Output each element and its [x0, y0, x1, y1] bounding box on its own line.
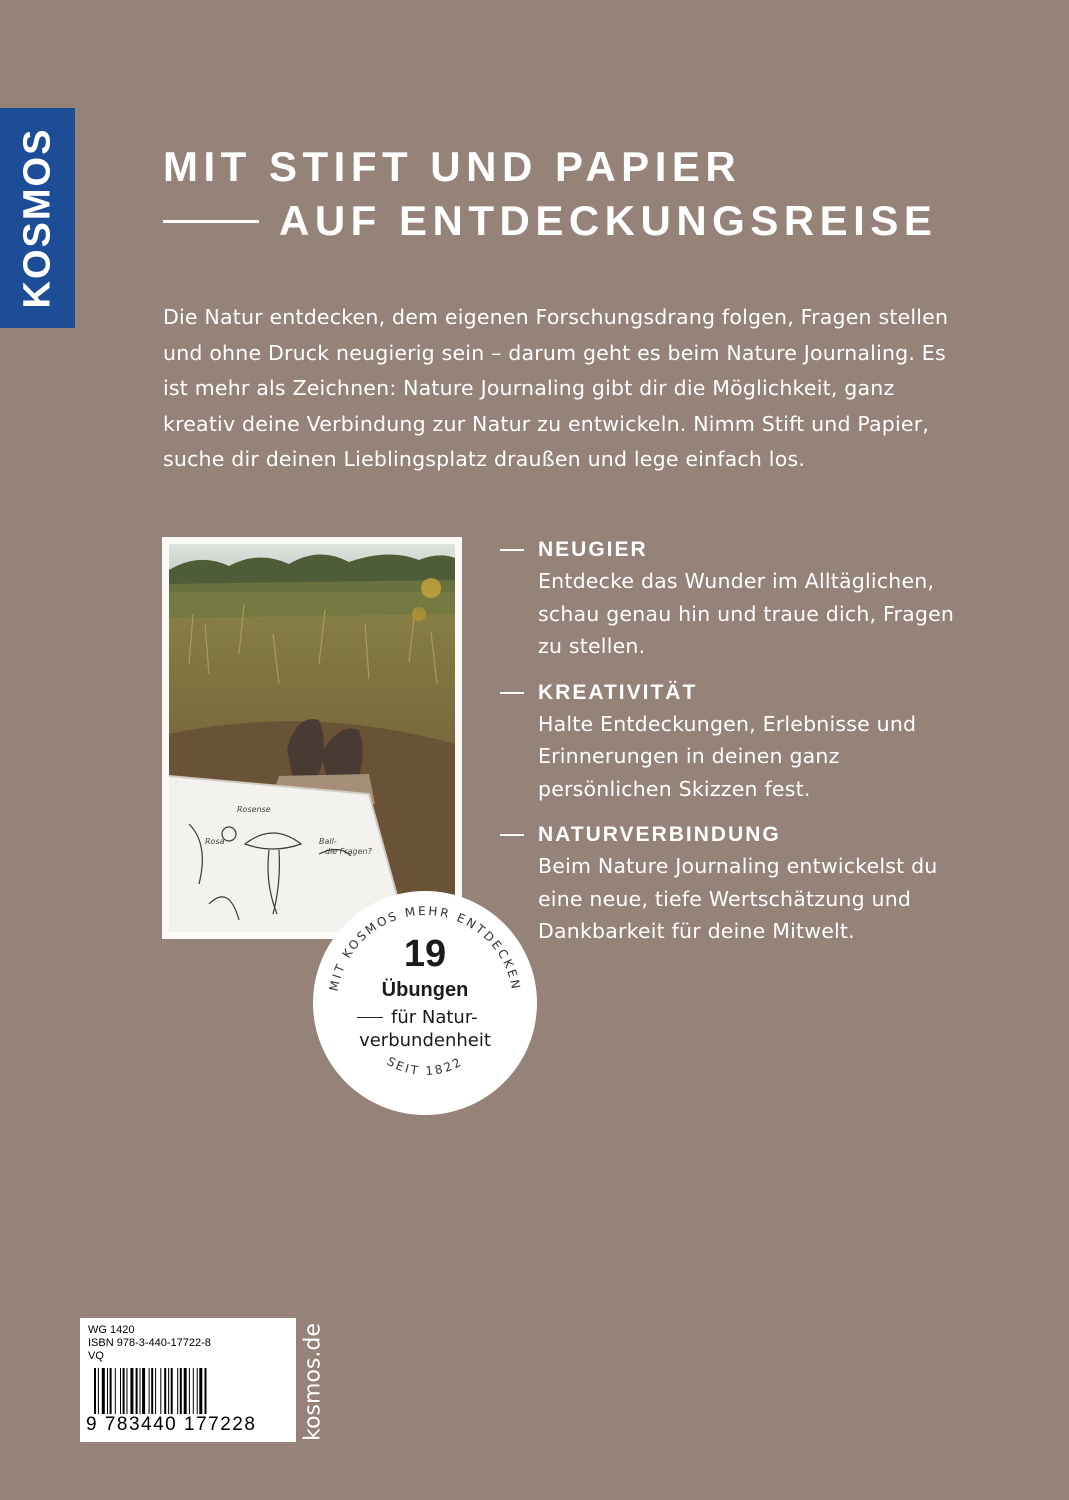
barcode-bar: [180, 1368, 182, 1414]
badge-arc-bottom: SEIT 1822: [384, 1054, 466, 1079]
barcode-bar: [171, 1368, 173, 1414]
vq-code: VQ: [88, 1350, 104, 1362]
feature-text: Beim Nature Journaling entwickelst du eine neue, tiefe Wertschätzung und Dankbarkeit für deine Mitwelt.: [538, 854, 938, 943]
badge-number: 19: [403, 933, 447, 975]
barcode-bar: [168, 1368, 169, 1414]
wg-code: WG 1420: [88, 1324, 135, 1336]
barcode-bar: [127, 1368, 128, 1414]
barcode-bar: [193, 1368, 194, 1414]
feature-title: NEUGIER: [538, 538, 648, 561]
barcode-bar: [115, 1368, 116, 1414]
barcode-bar: [197, 1368, 198, 1414]
kosmos-logo-tab: [0, 108, 75, 328]
feature-item: [500, 678, 960, 806]
headline-line-2: AUF ENTDECKUNGSREISE: [279, 197, 938, 244]
feature-title: NATURVERBINDUNG: [538, 823, 781, 846]
barcode-bar: [142, 1368, 145, 1414]
barcode-bar: [151, 1368, 153, 1414]
barcode-bar: [102, 1368, 105, 1414]
headline: [163, 140, 937, 248]
intro-paragraph: Die Natur entdecken, dem eigenen Forschungsdrang folgen, Fragen stellen und ohne Druck neugierig sein – darum geht es beim Nature Journaling. Es ist mehr als Zeichnen: Nature Journaling gibt dir die Möglichkeit, ganz kreativ deine Verbindung zur Natur zu entwickeln. Nimm Stift und Papier, suche dir deinen Lieblingsplatz draußen und lege einfach los.: [163, 305, 949, 471]
barcode-bar: [107, 1368, 108, 1414]
barcode-bar: [164, 1368, 166, 1414]
barcode-bar: [199, 1368, 202, 1414]
barcode-bar: [149, 1368, 150, 1414]
website-wrap: [293, 1322, 333, 1442]
barcode-digits: 9 783440 177228: [86, 1414, 257, 1435]
badge-word: Übungen: [381, 979, 469, 1001]
headline-line-2-wrap: [163, 194, 937, 248]
barcode-meta: [88, 1324, 211, 1363]
dash-marker: [500, 549, 524, 551]
barcode-bar: [136, 1368, 138, 1414]
barcode-bar: [205, 1368, 207, 1414]
feature-title: KREATIVITÄT: [538, 680, 698, 704]
dash-marker: [500, 692, 524, 694]
feature-item: [500, 820, 960, 948]
website: kosmos.de: [300, 1323, 326, 1441]
barcode-bar: [94, 1368, 96, 1414]
svg-text:Rosa: Rosa: [205, 837, 225, 846]
kosmos-logo: KOSMOS: [16, 127, 58, 309]
barcode-bar: [160, 1368, 161, 1414]
badge-line-2: verbundenheit: [359, 1030, 491, 1051]
dash-marker: [500, 834, 524, 836]
headline-rule: [163, 220, 259, 223]
headline-line-1: MIT STIFT UND PAPIER: [163, 143, 742, 190]
nature-journal-photo: [162, 537, 462, 939]
svg-text:die Fragen?: die Fragen?: [325, 847, 372, 856]
svg-text:Ball-: Ball-: [319, 837, 337, 846]
feature-text: Halte Entdeckungen, Erlebnisse und Erinnerungen in deinen ganz persönlichen Skizzen fest.: [538, 711, 917, 801]
barcode-bar: [155, 1368, 156, 1414]
badge-line-1-wrap: [357, 1007, 478, 1028]
barcode-bar: [189, 1368, 190, 1414]
barcode-bar: [177, 1368, 178, 1414]
barcode-bar: [123, 1368, 125, 1414]
svg-text:Rosense: Rosense: [237, 805, 271, 814]
badge-dash: [357, 1017, 383, 1019]
feature-list: [500, 535, 960, 963]
svg-text:SEIT 1822: [385, 1054, 466, 1078]
barcode-bar: [120, 1368, 121, 1414]
barcode-bar: [184, 1368, 187, 1414]
isbn: ISBN 978-3-440-17722-8: [88, 1337, 211, 1349]
barcode-label: [80, 1318, 296, 1442]
feature-item: [500, 535, 960, 663]
badge-line-1: für Natur-: [391, 1007, 478, 1028]
barcode-bar: [110, 1368, 112, 1414]
barcode-digits-wrap: [86, 1414, 292, 1436]
barcode-bar: [130, 1368, 133, 1414]
feature-text: Entdecke das Wunder im Alltäglichen, schau genau hin und traue dich, Fragen zu stellen.: [538, 569, 955, 658]
barcode-bar: [140, 1368, 141, 1414]
exercise-badge: [313, 891, 537, 1115]
badge-arc-top: MIT KOSMOS MEHR ENTDECKEN: [326, 903, 524, 993]
barcode-bar: [98, 1368, 99, 1414]
